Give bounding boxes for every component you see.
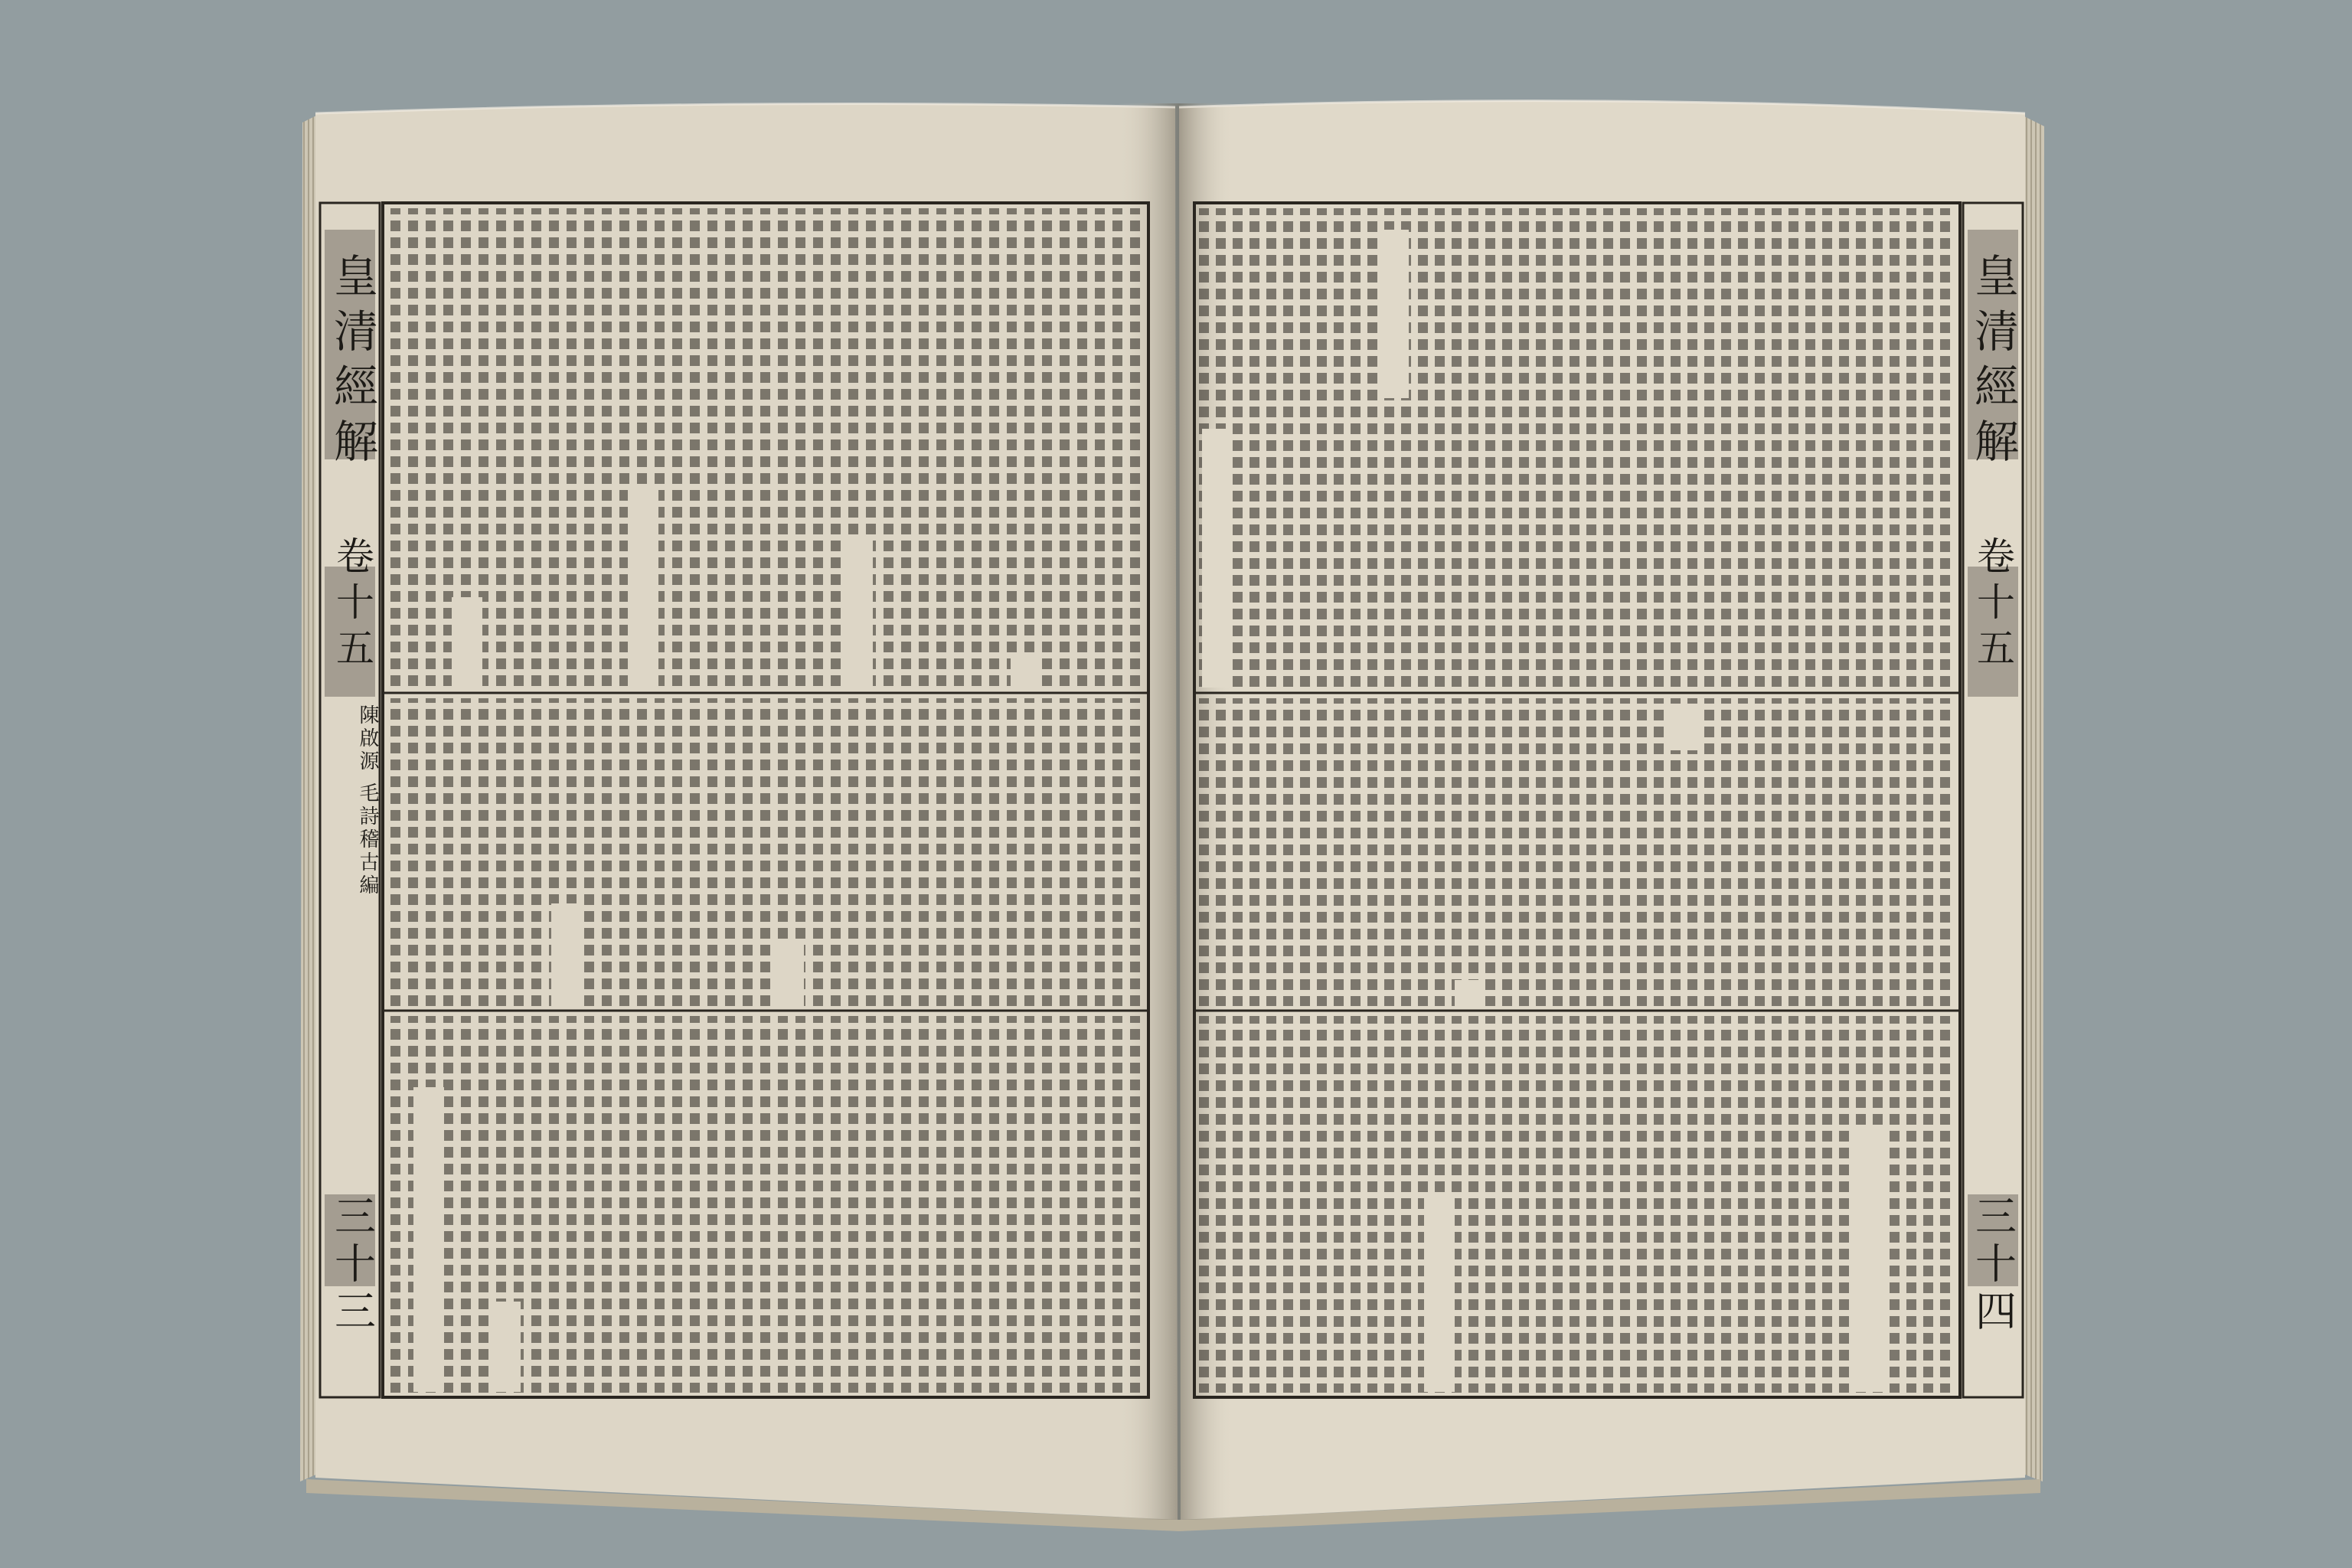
left-page-number: 三十三 xyxy=(328,1194,377,1337)
right-text-block xyxy=(1194,203,1960,1397)
right-title-margin: 皇清經解 xyxy=(1967,253,2019,473)
right-volume-margin: 卷十五 xyxy=(1971,536,2015,674)
right-page-number: 三十四 xyxy=(1968,1194,2017,1337)
left-text-block xyxy=(383,203,1148,1397)
left-volume-margin: 卷十五 xyxy=(330,536,374,674)
left-title-margin: 皇清經解 xyxy=(326,253,378,473)
left-page-edges xyxy=(300,115,318,1481)
left-author-line: 陳啟源 毛詩稽古編 xyxy=(356,704,379,898)
